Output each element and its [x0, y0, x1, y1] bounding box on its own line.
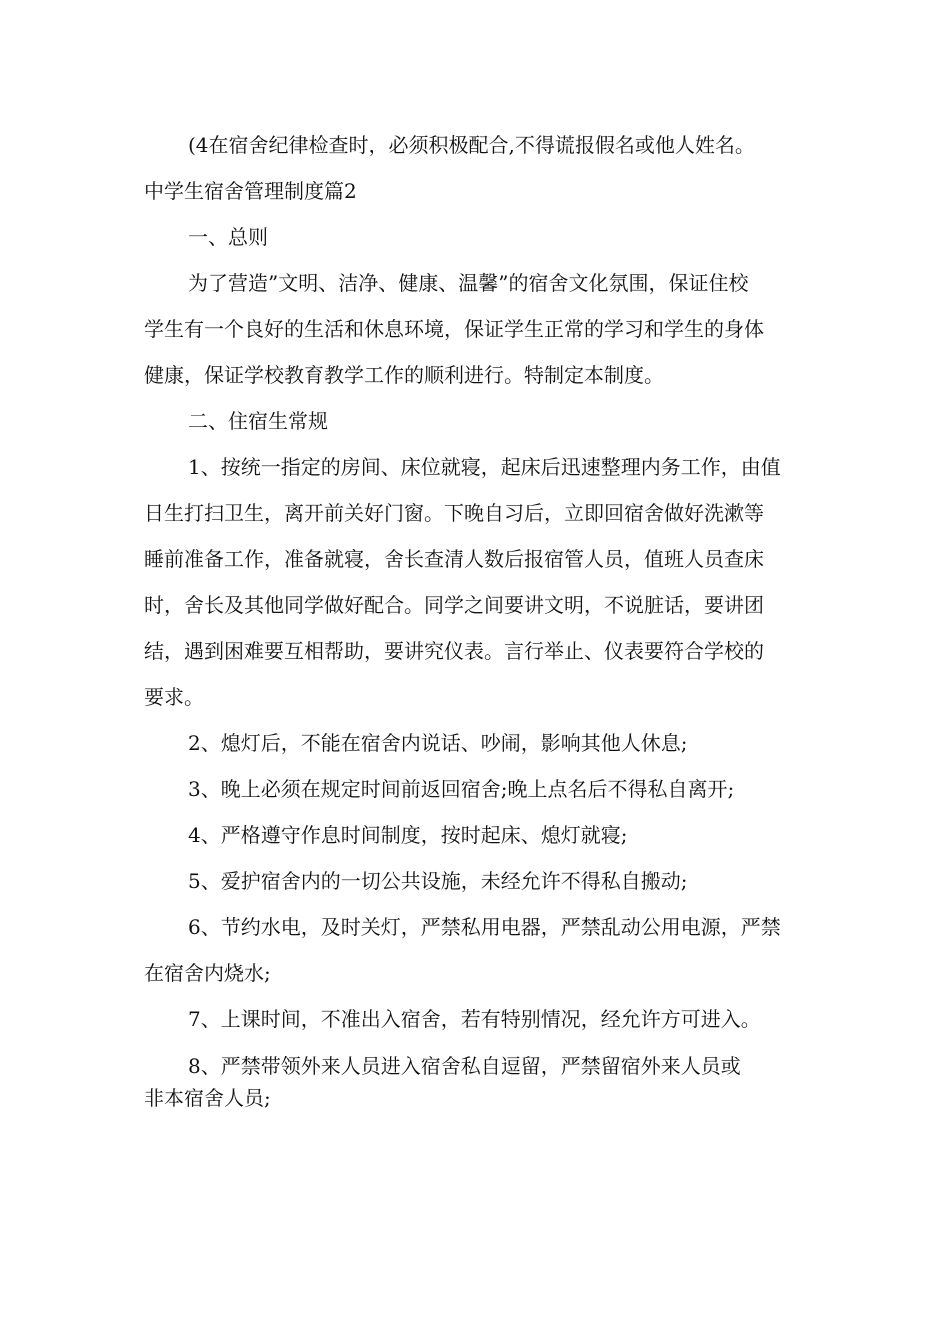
rule-item-7: 7、上课时间，不准出入宿舍，若有特别情况，经允许方可进入。	[188, 1007, 761, 1031]
paragraph-line: 8、严禁带领外来人员进入宿舍私自逗留，严禁留宿外来人员或	[188, 1054, 741, 1078]
paragraph-line: 在宿舍内烧水;	[144, 961, 271, 985]
heading-general: 一、总则	[188, 225, 268, 249]
paragraph-line: 睡前准备工作，准备就寝，舍长查清人数后报宿管人员，值班人员查床	[144, 547, 764, 571]
paragraph-line: 时，舍长及其他同学做好配合。同学之间要讲文明，不说脏话，要讲团	[144, 593, 764, 617]
paragraph-line: 6、节约水电，及时关灯，严禁私用电器，严禁乱动公用电源，严禁	[188, 915, 781, 939]
rule-item-8	[144, 1050, 824, 1114]
section-title: 中学生宿舍管理制度篇2	[144, 179, 357, 203]
paragraph-line: 为了营造”文明、洁净、健康、温馨”的宿舍文化氛围，保证住校	[188, 271, 749, 295]
paragraph-line: 健康，保证学校教育教学工作的顺利进行。特制定本制度。	[144, 363, 664, 387]
heading-boarding-rules: 二、住宿生常规	[188, 409, 328, 433]
paragraph-line: 学生有一个良好的生活和休息环境，保证学生正常的学习和学生的身体	[144, 317, 764, 341]
rule-item-1	[144, 444, 824, 720]
paragraph-rule-4: (4在宿舍纪律检查时，必须积极配合,不得谎报假名或他人姓名。	[188, 133, 755, 157]
paragraph-line: 日生打扫卫生，离开前关好门窗。下晚自习后，立即回宿舍做好洗漱等	[144, 501, 764, 525]
paragraph-line: 结，遇到困难要互相帮助，要讲究仪表。言行举止、仪表要符合学校的	[144, 639, 764, 663]
paragraph-line: 1、按统一指定的房间、床位就寝，起床后迅速整理内务工作，由值	[188, 455, 781, 479]
paragraph-purpose	[144, 260, 824, 398]
rule-item-2: 2、熄灯后，不能在宿舍内说话、吵闹，影响其他人休息;	[188, 731, 688, 755]
rule-item-5: 5、爱护宿舍内的一切公共设施，未经允许不得私自搬动;	[188, 869, 688, 893]
rule-item-3: 3、晚上必须在规定时间前返回宿舍;晚上点名后不得私自离开;	[188, 777, 735, 801]
paragraph-line: 非本宿舍人员;	[144, 1086, 271, 1110]
document-body	[144, 122, 824, 1114]
paragraph-line: 要求。	[144, 685, 204, 709]
rule-item-6	[144, 904, 824, 996]
rule-item-4: 4、严格遵守作息时间制度，按时起床、熄灯就寝;	[188, 823, 628, 847]
